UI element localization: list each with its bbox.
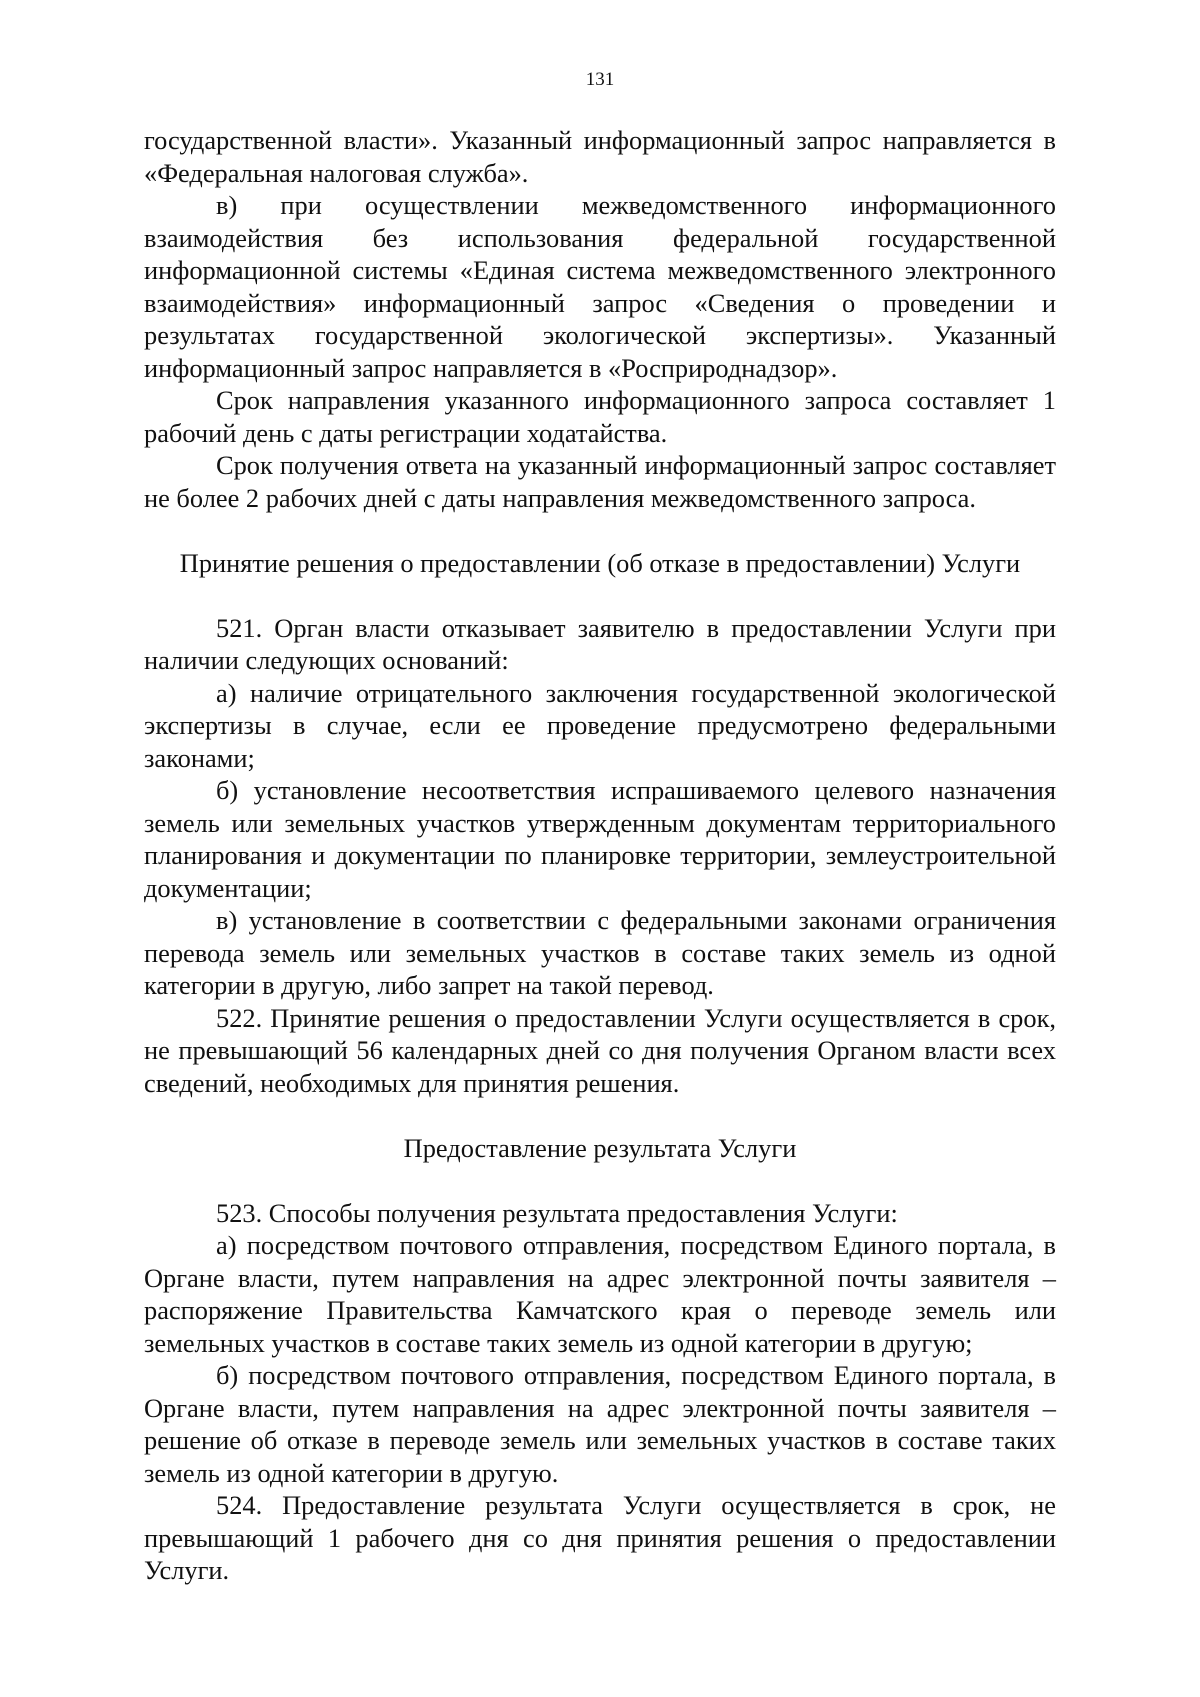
paragraph-523-a: а) посредством почтового отправления, посредством Единого портала, в Органе власти, путем направления на адрес электронной почты заявителя – распоряжение Правительства Камчатского края о переводе земель или земельных участков в составе таких земель из одной категории в другую; <box>144 1230 1056 1358</box>
paragraph-523-b: б) посредством почтового отправления, посредством Единого портала, в Органе власти, путем направления на адрес электронной почты заявителя – решение об отказе в переводе земель или земельных участков в составе таких земель из одной категории в другую. <box>144 1360 1056 1488</box>
spacer <box>144 1099 1056 1132</box>
paragraph-521-a: а) наличие отрицательного заключения государственной экологической экспертизы в случае, если ее проведение предусмотрено федеральными законами; <box>144 677 1056 773</box>
paragraph-request-term: Срок направления указанного информационного запроса составляет 1 рабочий день с даты регистрации ходатайства. <box>144 385 1056 448</box>
page-number: 131 <box>585 69 615 90</box>
paragraph-response-term: Срок получения ответа на указанный информационный запрос составляет не более 2 рабочих дней с даты направления межведомственного запроса. <box>144 450 1056 513</box>
paragraph-521: 521. Орган власти отказывает заявителю в предоставлении Услуги при наличии следующих оснований: <box>144 612 1056 675</box>
paragraph-524: 524. Предоставление результата Услуги осуществляется в срок, не превышающий 1 рабочего дня со дня принятия решения о предоставлении Услуги. <box>144 1490 1056 1585</box>
paragraph-522: 522. Принятие решения о предоставлении Услуги осуществляется в срок, не превышающий 56 календарных дней со дня получения Органом власти всех сведений, необходимых для принятия решения. <box>144 1002 1056 1098</box>
spacer <box>144 1164 1056 1197</box>
document-body <box>144 124 1056 1587</box>
section-heading-decision: Принятие решения о предоставлении (об отказе в предоставлении) Услуги <box>179 547 1021 578</box>
spacer <box>144 579 1056 612</box>
spacer <box>144 514 1056 547</box>
section-heading-result: Предоставление результата Услуги <box>403 1132 797 1163</box>
paragraph-521-v: в) установление в соответствии с федеральными законами ограничения перевода земель или земельных участков в составе таких земель из одной категории в другую, либо запрет на такой перевод. <box>144 905 1056 1000</box>
paragraph-521-b: б) установление несоответствия испрашиваемого целевого назначения земель или земельных участков утвержденным документам территориального планирования и документации по планировке территории, землеустроительной документации; <box>144 775 1056 903</box>
paragraph-523: 523. Способы получения результата предоставления Услуги: <box>216 1197 898 1228</box>
paragraph-continuation: государственной власти». Указанный информационный запрос направляется в «Федеральная налоговая служба». <box>144 125 1056 188</box>
paragraph-item-v: в) при осуществлении межведомственного информационного взаимодействия без использования федеральной государственной информационной системы «Единая система межведомственного электронного взаимодействия» информационный запрос «Сведения о проведении и результатах государственной экологической экспертизы». Указанный информационный запрос направляется в «Росприроднадзор». <box>144 190 1056 383</box>
